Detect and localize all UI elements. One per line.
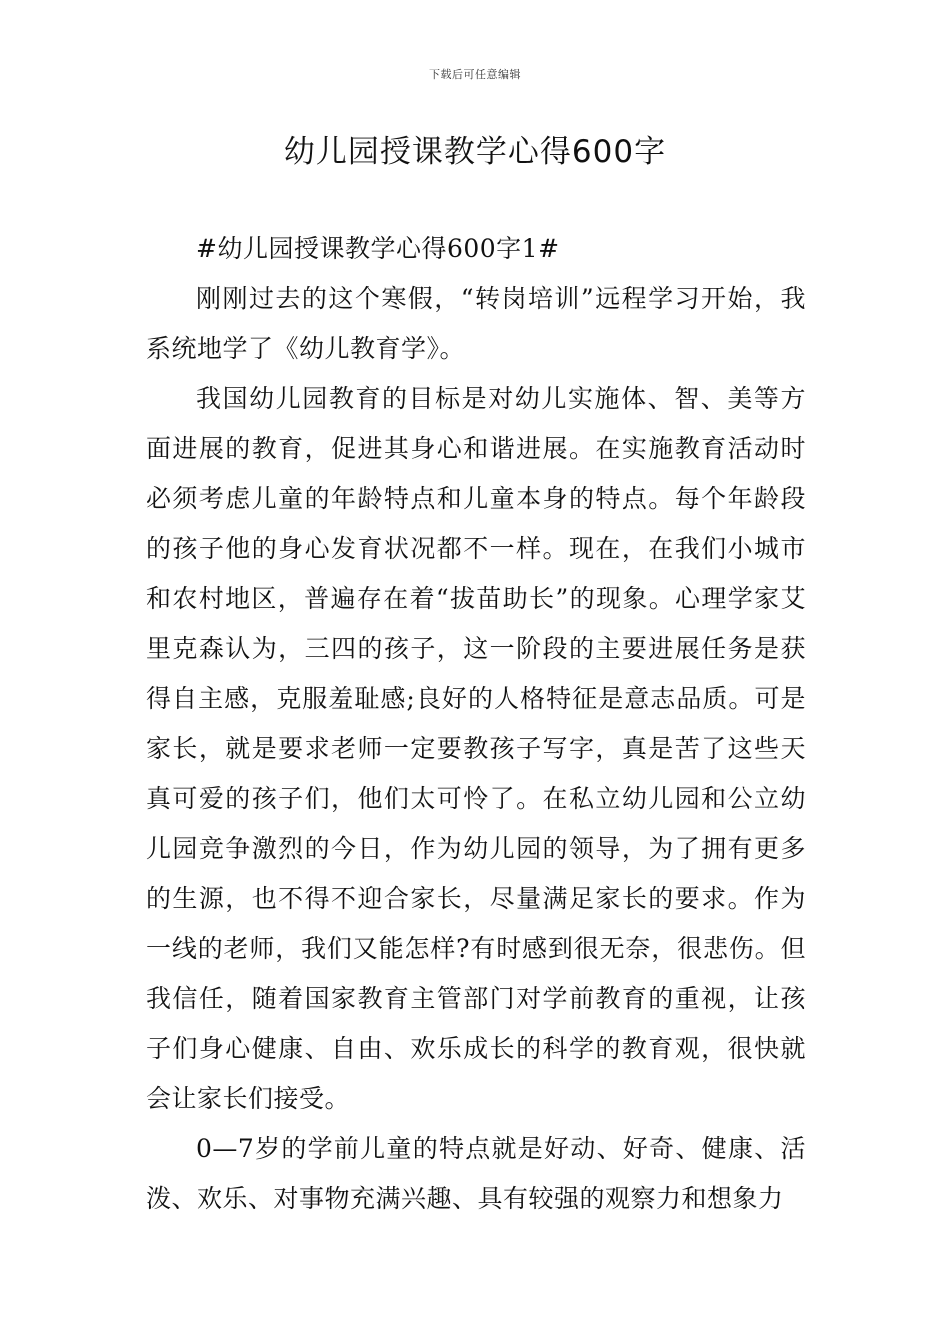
document-title: 幼儿园授课教学心得600字	[283, 134, 667, 170]
paragraph-1: 刚刚过去的这个寒假，“转岗培训”远程学习开始，我系统地学了《幼儿教育学》。	[146, 284, 806, 363]
section-heading: #幼儿园授课教学心得600字1#	[196, 234, 560, 263]
document-body	[146, 224, 806, 1224]
header-note: 下载后可任意编辑	[429, 68, 521, 81]
paragraph-3: 0—7岁的学前儿童的特点就是好动、好奇、健康、活泼、欢乐、对事物充满兴趣、具有较强的观察力和想象力	[146, 1134, 806, 1213]
paragraph-2: 我国幼儿园教育的目标是对幼儿实施体、智、美等方面进展的教育，促进其身心和谐进展。在实施教育活动时必须考虑儿童的年龄特点和儿童本身的特点。每个年龄段的孩子他的身心发育状况都不一样。现在，在我们小城市和农村地区，普遍存在着“拔苗助长”的现象。心理学家艾里克森认为，三四的孩子，这一阶段的主要进展任务是获得自主感，克服羞耻感;良好的人格特征是意志品质。可是家长，就是要求老师一定要教孩子写字，真是苦了这些天真可爱的孩子们，他们太可怜了。在私立幼儿园和公立幼儿园竞争激烈的今日，作为幼儿园的领导，为了拥有更多的生源，也不得不迎合家长，尽量满足家长的要求。作为一线的老师，我们又能怎样?有时感到很无奈，很悲伤。但我信任，随着国家教育主管部门对学前教育的重视，让孩子们身心健康、自由、欢乐成长的科学的教育观，很快就会让家长们接受。	[146, 384, 806, 1113]
